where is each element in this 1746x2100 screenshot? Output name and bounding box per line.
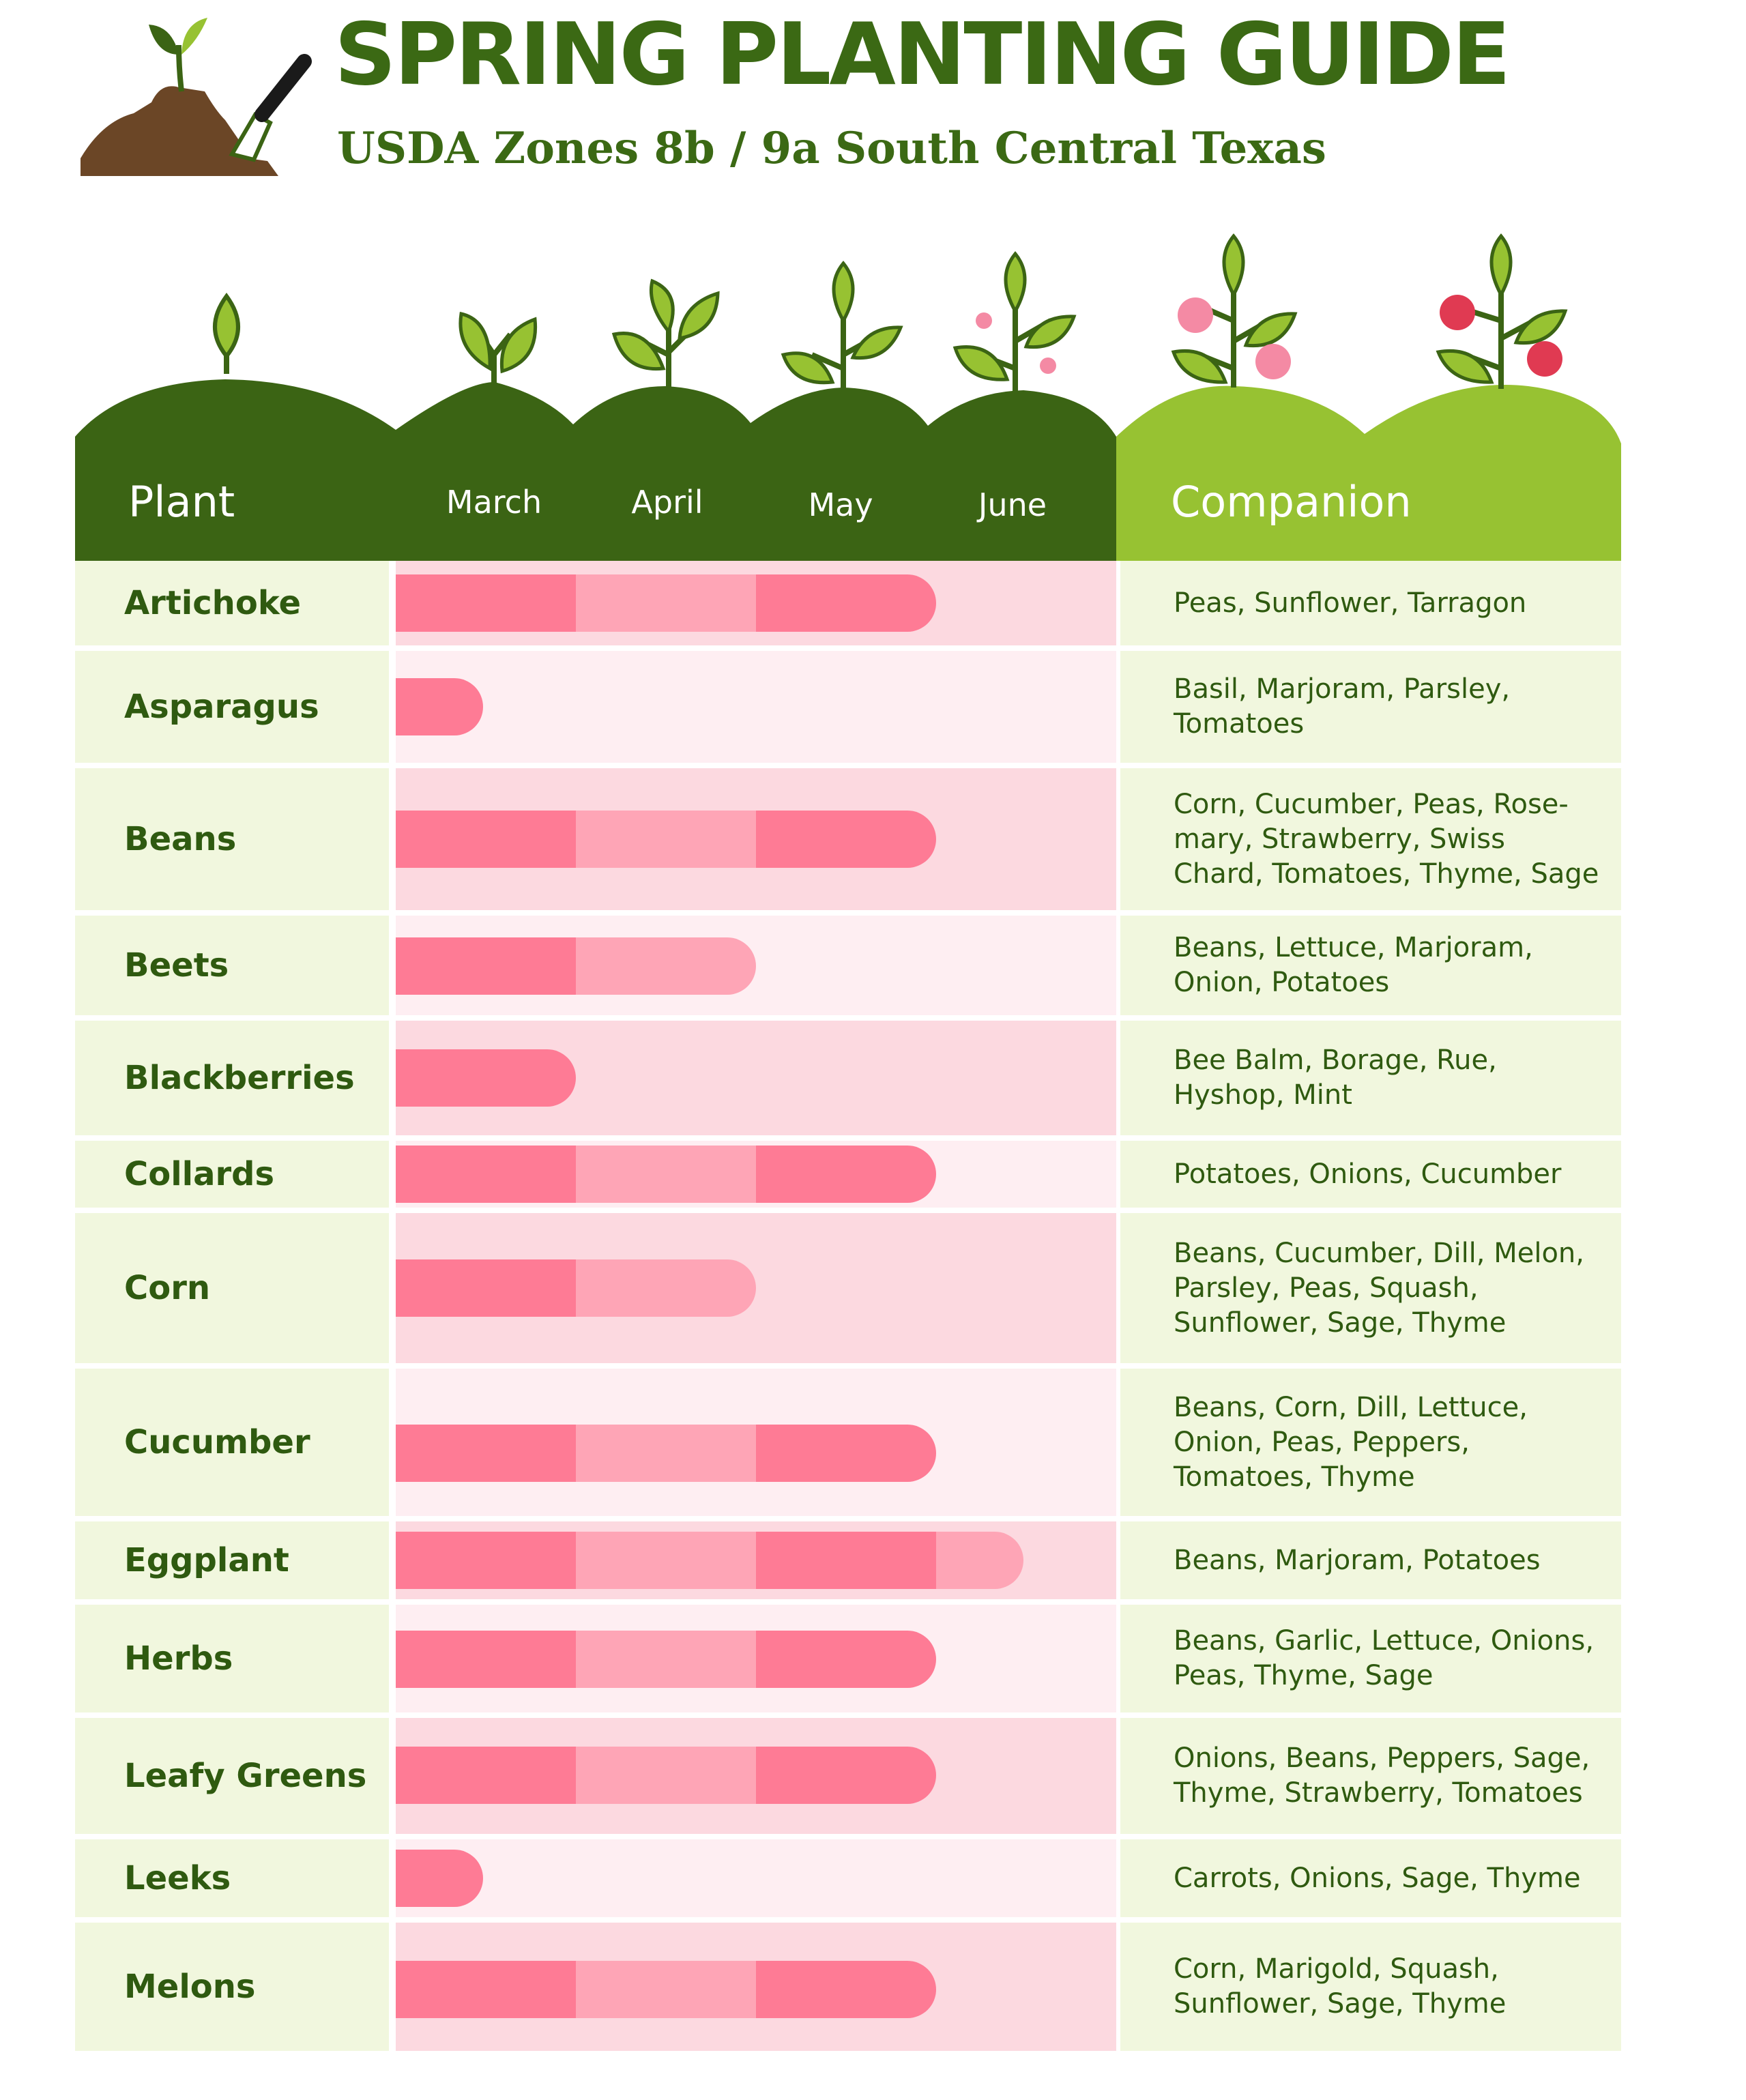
- companion-cell: [1120, 1605, 1621, 1712]
- companion-cell: [1120, 561, 1621, 645]
- plant-name: Artichoke: [124, 584, 302, 622]
- header-month-june: June: [978, 486, 1047, 523]
- plant-name: Beans: [124, 820, 237, 858]
- companion-text: Beans, Marjoram, Potatoes: [1174, 1544, 1541, 1576]
- plant-cell: [75, 561, 389, 645]
- plant-name: Blackberries: [124, 1059, 355, 1097]
- plant-cell: [75, 1213, 389, 1363]
- plant-name: Eggplant: [124, 1541, 289, 1579]
- planting-bar: [396, 678, 483, 735]
- timeline-cell: [396, 1605, 1116, 1712]
- dark-hills: [75, 379, 1116, 561]
- timeline-cell: [396, 1369, 1116, 1516]
- table-row: [75, 1021, 1621, 1135]
- planting-bar: [396, 1146, 936, 1203]
- table-row: [75, 1718, 1621, 1834]
- plant-cell: [75, 1839, 389, 1917]
- companion-text: Beans, Lettuce, Marjoram, Onion, Potatoes: [1174, 932, 1533, 998]
- planting-bar: [396, 1425, 936, 1482]
- companion-cell: [1120, 1839, 1621, 1917]
- plant-name: Beets: [124, 946, 229, 985]
- header-companion: Companion: [1171, 477, 1412, 527]
- timeline-cell: [396, 651, 1116, 763]
- companion-cell: [1120, 1141, 1621, 1208]
- header-month-may: May: [808, 486, 873, 523]
- companion-cell: [1120, 768, 1621, 910]
- planting-bar: [396, 1049, 576, 1107]
- planting-bar: [396, 811, 936, 868]
- table-row: [75, 1521, 1621, 1599]
- planting-bar: [396, 1961, 936, 2018]
- plant-name: Melons: [124, 1968, 256, 2006]
- plant-cell: [75, 1521, 389, 1599]
- flowering-plant-icon: [1174, 236, 1295, 388]
- plant-may-icon: [783, 263, 901, 390]
- plant-name: Asparagus: [124, 688, 319, 726]
- planting-bar: [396, 1850, 483, 1907]
- page-subtitle: USDA Zones 8b / 9a South Central Texas: [337, 123, 1326, 174]
- companion-cell: [1120, 1923, 1621, 2051]
- plant-cell: [75, 1021, 389, 1135]
- header-plant: Plant: [128, 477, 235, 527]
- timeline-cell: [396, 1839, 1116, 1917]
- table-row: [75, 1213, 1621, 1363]
- planting-bar: [396, 1259, 756, 1317]
- plant-cell: [75, 651, 389, 763]
- plant-june-icon: [955, 254, 1074, 392]
- timeline-cell: [396, 1718, 1116, 1834]
- plant-cell: [75, 1718, 389, 1834]
- companion-text: Beans, Cucumber, Dill, Melon, Parsley, Peas, Squash, Sunflower, Sage, Thyme: [1174, 1237, 1584, 1339]
- planting-bar: [396, 937, 756, 995]
- plant-cell: [75, 916, 389, 1015]
- plant-cell: [75, 768, 389, 910]
- plant-cell: [75, 1923, 389, 2051]
- timeline-cell: [396, 768, 1116, 910]
- plant-april-icon: [614, 281, 718, 389]
- seedling-march-icon: [461, 314, 536, 388]
- table-row: [75, 1923, 1621, 2051]
- plant-cell: [75, 1369, 389, 1516]
- timeline-cell: [396, 916, 1116, 1015]
- timeline-cell: [396, 1141, 1116, 1208]
- companion-cell: [1120, 651, 1621, 763]
- companion-text: Beans, Corn, Dill, Lettuce, Onion, Peas, Peppers, Tomatoes, Thyme: [1174, 1391, 1528, 1493]
- timeline-cell: [396, 1923, 1116, 2051]
- planting-bar: [396, 1532, 1023, 1589]
- companion-cell: [1120, 1213, 1621, 1363]
- light-hills: [1116, 385, 1621, 561]
- companion-text: Carrots, Onions, Sage, Thyme: [1174, 1862, 1581, 1894]
- table-row: [75, 1605, 1621, 1712]
- plant-cell: [75, 1605, 389, 1712]
- companion-text: Onions, Beans, Peppers, Sage, Thyme, Strawberry, Tomatoes: [1174, 1742, 1590, 1809]
- companion-text: Corn, Marigold, Squash, Sunflower, Sage, Thyme: [1174, 1953, 1507, 2019]
- table-row: [75, 1839, 1621, 1917]
- sprout-icon: [215, 296, 238, 374]
- plant-name: Leeks: [124, 1859, 231, 1897]
- table-row: [75, 1369, 1621, 1516]
- planting-bar: [396, 1631, 936, 1688]
- timeline-cell: [396, 1521, 1116, 1599]
- tomato-plant-icon: [1438, 236, 1565, 389]
- timeline-cell: [396, 561, 1116, 645]
- companion-text: Beans, Garlic, Lettuce, Onions, Peas, Thyme, Sage: [1174, 1625, 1595, 1691]
- page-title: SPRING PLANTING GUIDE: [334, 4, 1509, 104]
- companion-cell: [1120, 1021, 1621, 1135]
- plant-name: Cucumber: [124, 1423, 310, 1461]
- header-month-march: March: [446, 484, 542, 521]
- companion-cell: [1120, 1718, 1621, 1834]
- companion-text: Basil, Marjoram, Parsley, Tomatoes: [1174, 673, 1511, 740]
- companion-cell: [1120, 1521, 1621, 1599]
- companion-cell: [1120, 916, 1621, 1015]
- companion-text: Peas, Sunflower, Tarragon: [1174, 587, 1527, 619]
- plant-cell: [75, 1141, 389, 1208]
- table-row: [75, 916, 1621, 1015]
- plant-name: Herbs: [124, 1639, 233, 1678]
- plant-name: Collards: [124, 1155, 275, 1193]
- companion-text: Potatoes, Onions, Cucumber: [1174, 1158, 1562, 1190]
- companion-cell: [1120, 1369, 1621, 1516]
- timeline-cell: [396, 1021, 1116, 1135]
- companion-text: Corn, Cucumber, Peas, Rose-mary, Strawberry, Swiss Chard, Tomatoes, Thyme, Sage: [1174, 788, 1599, 890]
- logo-icon: [81, 18, 304, 176]
- table-row: [75, 768, 1621, 910]
- table-row: [75, 1141, 1621, 1208]
- planting-bar: [396, 1747, 936, 1804]
- header-month-april: April: [631, 484, 703, 521]
- header-artwork: [0, 0, 1746, 566]
- planting-bar: [396, 574, 936, 632]
- timeline-cell: [396, 1213, 1116, 1363]
- companion-text: Bee Balm, Borage, Rue, Hyshop, Mint: [1174, 1045, 1497, 1111]
- plant-name: Corn: [124, 1269, 211, 1307]
- table-row: [75, 561, 1621, 645]
- plant-name: Leafy Greens: [124, 1757, 367, 1795]
- table-row: [75, 651, 1621, 763]
